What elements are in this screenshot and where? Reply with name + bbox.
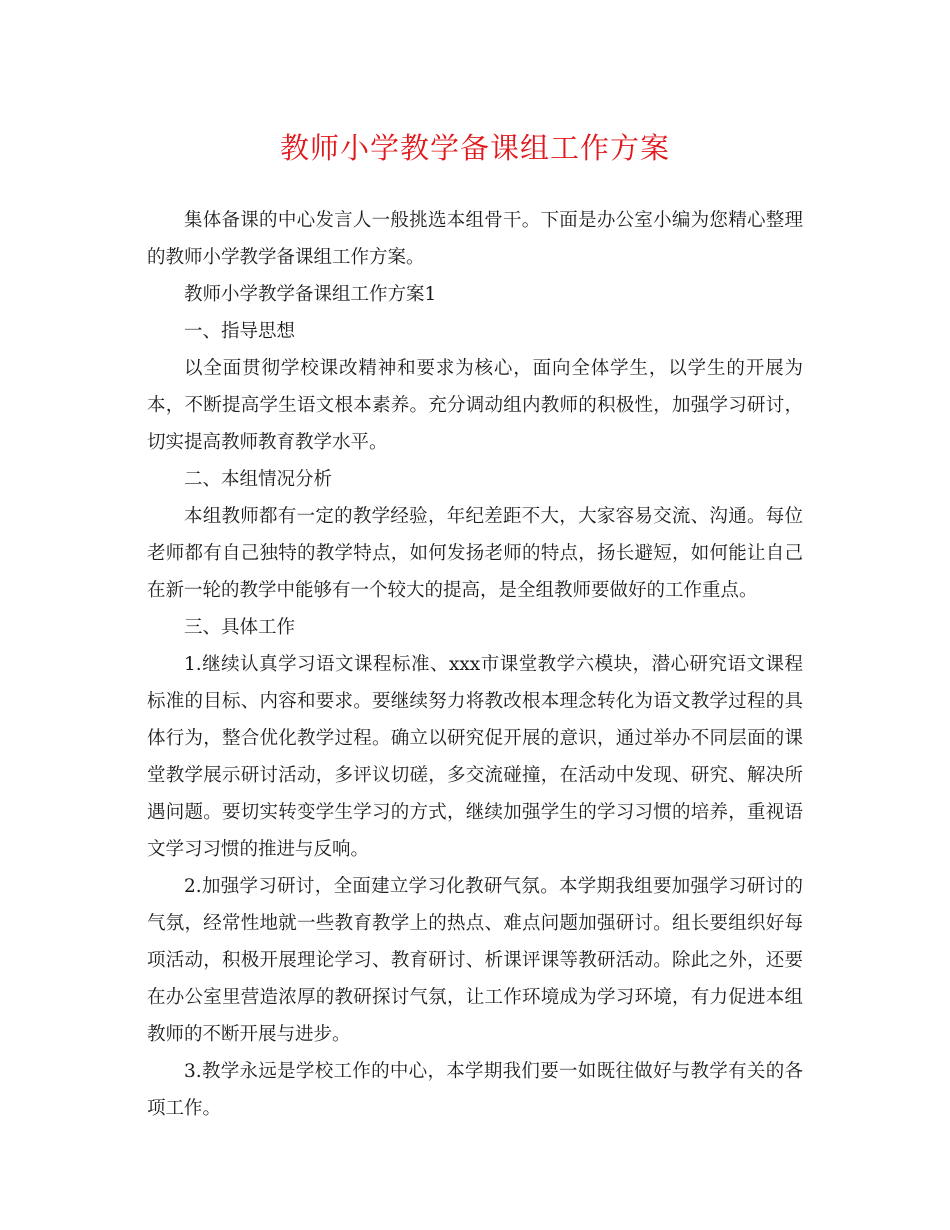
document-body xyxy=(147,202,803,1127)
guiding-thought-paragraph: 以全面贯彻学校课改精神和要求为核心，面向全体学生，以学生的开展为本，不断提高学生语文根本素养。充分调动组内教师的积极性，加强学习研讨，切实提高教师教育教学水平。 xyxy=(147,358,803,453)
intro-paragraph: 集体备课的中心发言人一般挑选本组骨干。下面是办公室小编为您精心整理的教师小学教学备课组工作方案。 xyxy=(147,210,803,268)
section-heading-group-analysis: 二、本组情况分析 xyxy=(184,469,333,490)
work-item-3: 3.教学永远是学校工作的中心，本学期我们要一如既往做好与教学有关的各项工作。 xyxy=(147,1061,803,1119)
section-heading-guiding-thought: 一、指导思想 xyxy=(184,321,296,342)
plan-heading: 教师小学教学备课组工作方案1 xyxy=(184,284,437,305)
work-item-2: 2.加强学习研讨，全面建立学习化教研气氛。本学期我组要加强学习研讨的气氛，经常性地就一些教育教学上的热点、难点问题加强研讨。组长要组织好每项活动，积极开展理论学习、教育研讨、析课评课等教研活动。除此之外，还要在办公室里营造浓厚的教研探讨气氛，让工作环境成为学习环境，有力促进本组教师的不断开展与进步。 xyxy=(147,876,803,1045)
group-analysis-paragraph: 本组教师都有一定的教学经验，年纪差距不大，大家容易交流、沟通。每位老师都有自己独特的教学特点，如何发扬老师的特点，扬长避短，如何能让自己在新一轮的教学中能够有一个较大的提高，是全组教师要做好的工作重点。 xyxy=(147,506,803,601)
document-title: 教师小学教学备课组工作方案 xyxy=(279,131,670,165)
work-item-1: 1.继续认真学习语文课程标准、xxx市课堂教学六模块，潜心研究语文课程标准的目标、内容和要求。要继续努力将教改根本理念转化为语文教学过程的具体行为，整合优化教学过程。确立以研究促开展的意识，通过举办不同层面的课堂教学展示研讨活动，多评议切磋，多交流碰撞，在活动中发现、研究、解决所遇问题。要切实转变学生学习的方式，继续加强学生的学习习惯的培养，重视语文学习习惯的推进与反响。 xyxy=(147,654,803,860)
section-heading-specific-work: 三、具体工作 xyxy=(184,617,296,638)
